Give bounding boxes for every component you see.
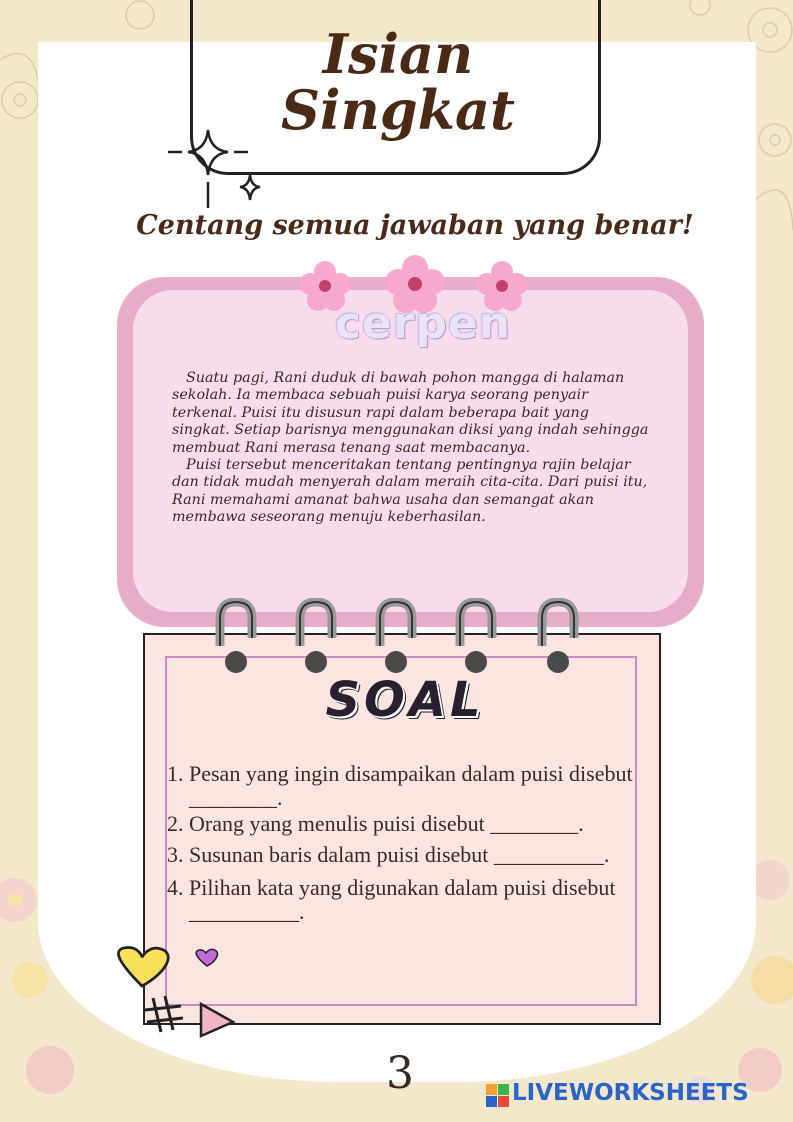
- question-number: 1.: [167, 761, 184, 786]
- question-number: 3.: [167, 842, 184, 867]
- question-2[interactable]: [167, 812, 637, 836]
- question-text: Pilihan kata yang digunakan dalam puisi disebut __________.: [189, 875, 616, 924]
- story-paragraph-1: Suatu pagi, Rani duduk di bawah pohon mangga di halaman sekolah. Ia membaca sebuah puisi karya seorang penyair terkenal. Puisi itu disusun rapi dalam beberapa bait yang singkat. Setiap barisnya menggunakan diksi yang indah sehingga membuat Rani merasa tenang saat membacanya.: [172, 370, 649, 456]
- question-text: Pesan yang ingin disampaikan dalam puisi disebut ________.: [189, 761, 633, 810]
- question-1[interactable]: [167, 762, 637, 810]
- story-text: [172, 370, 650, 527]
- question-text: Orang yang menulis puisi disebut ________.: [189, 811, 584, 836]
- doodle-decoration: [105, 940, 245, 1040]
- question-number: 4.: [167, 875, 184, 900]
- story-label: cerpen: [334, 298, 512, 349]
- liveworksheets-logo-icon: [486, 1084, 510, 1108]
- question-number: 2.: [167, 811, 184, 836]
- question-list: [167, 762, 637, 924]
- title-line-2: Singkat: [281, 78, 515, 142]
- title-line-1: Isian: [322, 22, 474, 86]
- page-title: [258, 22, 538, 142]
- liveworksheets-brand[interactable]: LIVEWORKSHEETS: [512, 1080, 749, 1106]
- question-4[interactable]: [167, 876, 637, 924]
- question-text: Susunan baris dalam puisi disebut __________.: [189, 842, 610, 867]
- page-number: 3: [386, 1048, 414, 1099]
- story-paragraph-2: Puisi tersebut menceritakan tentang pentingnya rajin belajar dan tidak mudah menyerah dalam meraih cita-cita. Dari puisi itu, Rani memahami amanat bahwa usaha dan semangat akan membawa seseorang menuju keberhasilan.: [172, 457, 648, 526]
- binder-rings: [210, 598, 590, 680]
- sparkle-icon: [168, 120, 278, 210]
- question-3[interactable]: [167, 843, 637, 867]
- instruction-text: Centang semua jawaban yang benar!: [136, 210, 694, 241]
- soal-heading: SOAL: [325, 672, 485, 728]
